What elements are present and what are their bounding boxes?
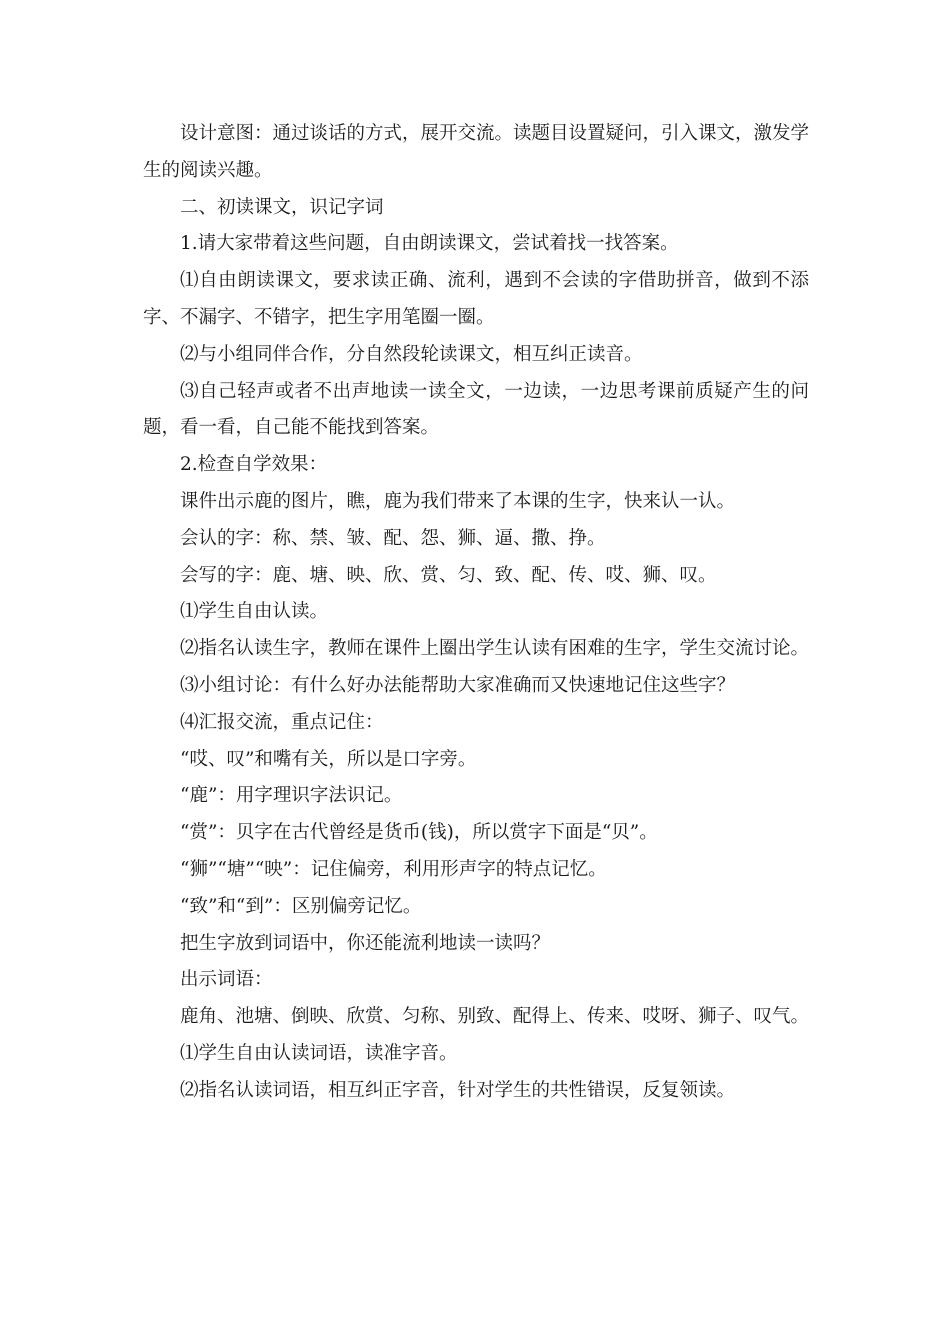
paragraph-note-zhi-dao: “致”和“到”：区别偏旁记忆。 [180, 895, 422, 917]
document-body [143, 116, 809, 1110]
paragraph-write-chars: 会写的字：鹿、塘、映、欣、赏、匀、致、配、传、哎、狮、叹。 [180, 564, 717, 586]
paragraph-show-words: 出示词语： [180, 969, 273, 991]
paragraph-words-item-1: ⑴学生自由认读词语，读准字音。 [180, 1042, 458, 1064]
paragraph-note-shang: “赏”：贝字在古代曾经是货币(钱)，所以赏字下面是“贝”。 [180, 822, 658, 844]
paragraph-note-ai-tan: “哎、叹”和嘴有关，所以是口字旁。 [180, 748, 477, 770]
paragraph-words-intro: 把生字放到词语中，你还能流利地读一读吗？ [180, 932, 551, 954]
paragraph-step-2-item-1: ⑴学生自由认读。 [180, 601, 329, 623]
section-heading-first-reading: 二、初读课文，识记字词 [180, 196, 384, 218]
paragraph-word-list: 鹿角、池塘、倒映、欣赏、匀称、别致、配得上、传来、哎呀、狮子、叹气。 [180, 1006, 810, 1028]
paragraph-step-1-item-1: ⑴自由朗读课文，要求读正确、流利，遇到不会读的字借助拼音，做到不添字、不漏字、不错字，把生字用笔圈一圈。 [143, 270, 809, 328]
paragraph-step-1-item-3: ⑶自己轻声或者不出声地读一读全文，一边读，一边思考课前质疑产生的问题，看一看，自己能不能找到答案。 [143, 380, 809, 439]
paragraph-design-intent: 设计意图：通过谈话的方式，展开交流。读题目设置疑问，引入课文，激发学生的阅读兴趣。 [143, 123, 810, 181]
paragraph-step-1: 1.请大家带着这些问题，自由朗读课文，尝试着找一找答案。 [180, 233, 679, 255]
paragraph-note-shi-tang-ying: “狮”“塘”“映”：记住偏旁，利用形声字的特点记忆。 [180, 858, 607, 880]
paragraph-step-2-item-4: ⑷汇报交流，重点记住： [180, 711, 384, 733]
paragraph-step-2-item-2: ⑵指名认读生字，教师在课件上圈出学生认读有困难的生字，学生交流讨论。 [180, 638, 810, 660]
paragraph-courseware: 课件出示鹿的图片，瞧，鹿为我们带来了本课的生字，快来认一认。 [180, 490, 736, 512]
paragraph-step-2: 2.检查自学效果： [180, 454, 328, 476]
paragraph-note-lu: “鹿”：用字理识字法识记。 [180, 785, 403, 807]
paragraph-step-2-item-3: ⑶小组讨论：有什么好办法能帮助大家准确而又快速地记住这些字？ [180, 674, 736, 696]
paragraph-recognize-chars: 会认的字：称、禁、皱、配、怨、狮、逼、撒、挣。 [180, 527, 606, 549]
paragraph-words-item-2: ⑵指名认读词语，相互纠正字音，针对学生的共性错误，反复领读。 [180, 1079, 736, 1101]
paragraph-step-1-item-2: ⑵与小组同伴合作，分自然段轮读课文，相互纠正读音。 [180, 343, 643, 365]
